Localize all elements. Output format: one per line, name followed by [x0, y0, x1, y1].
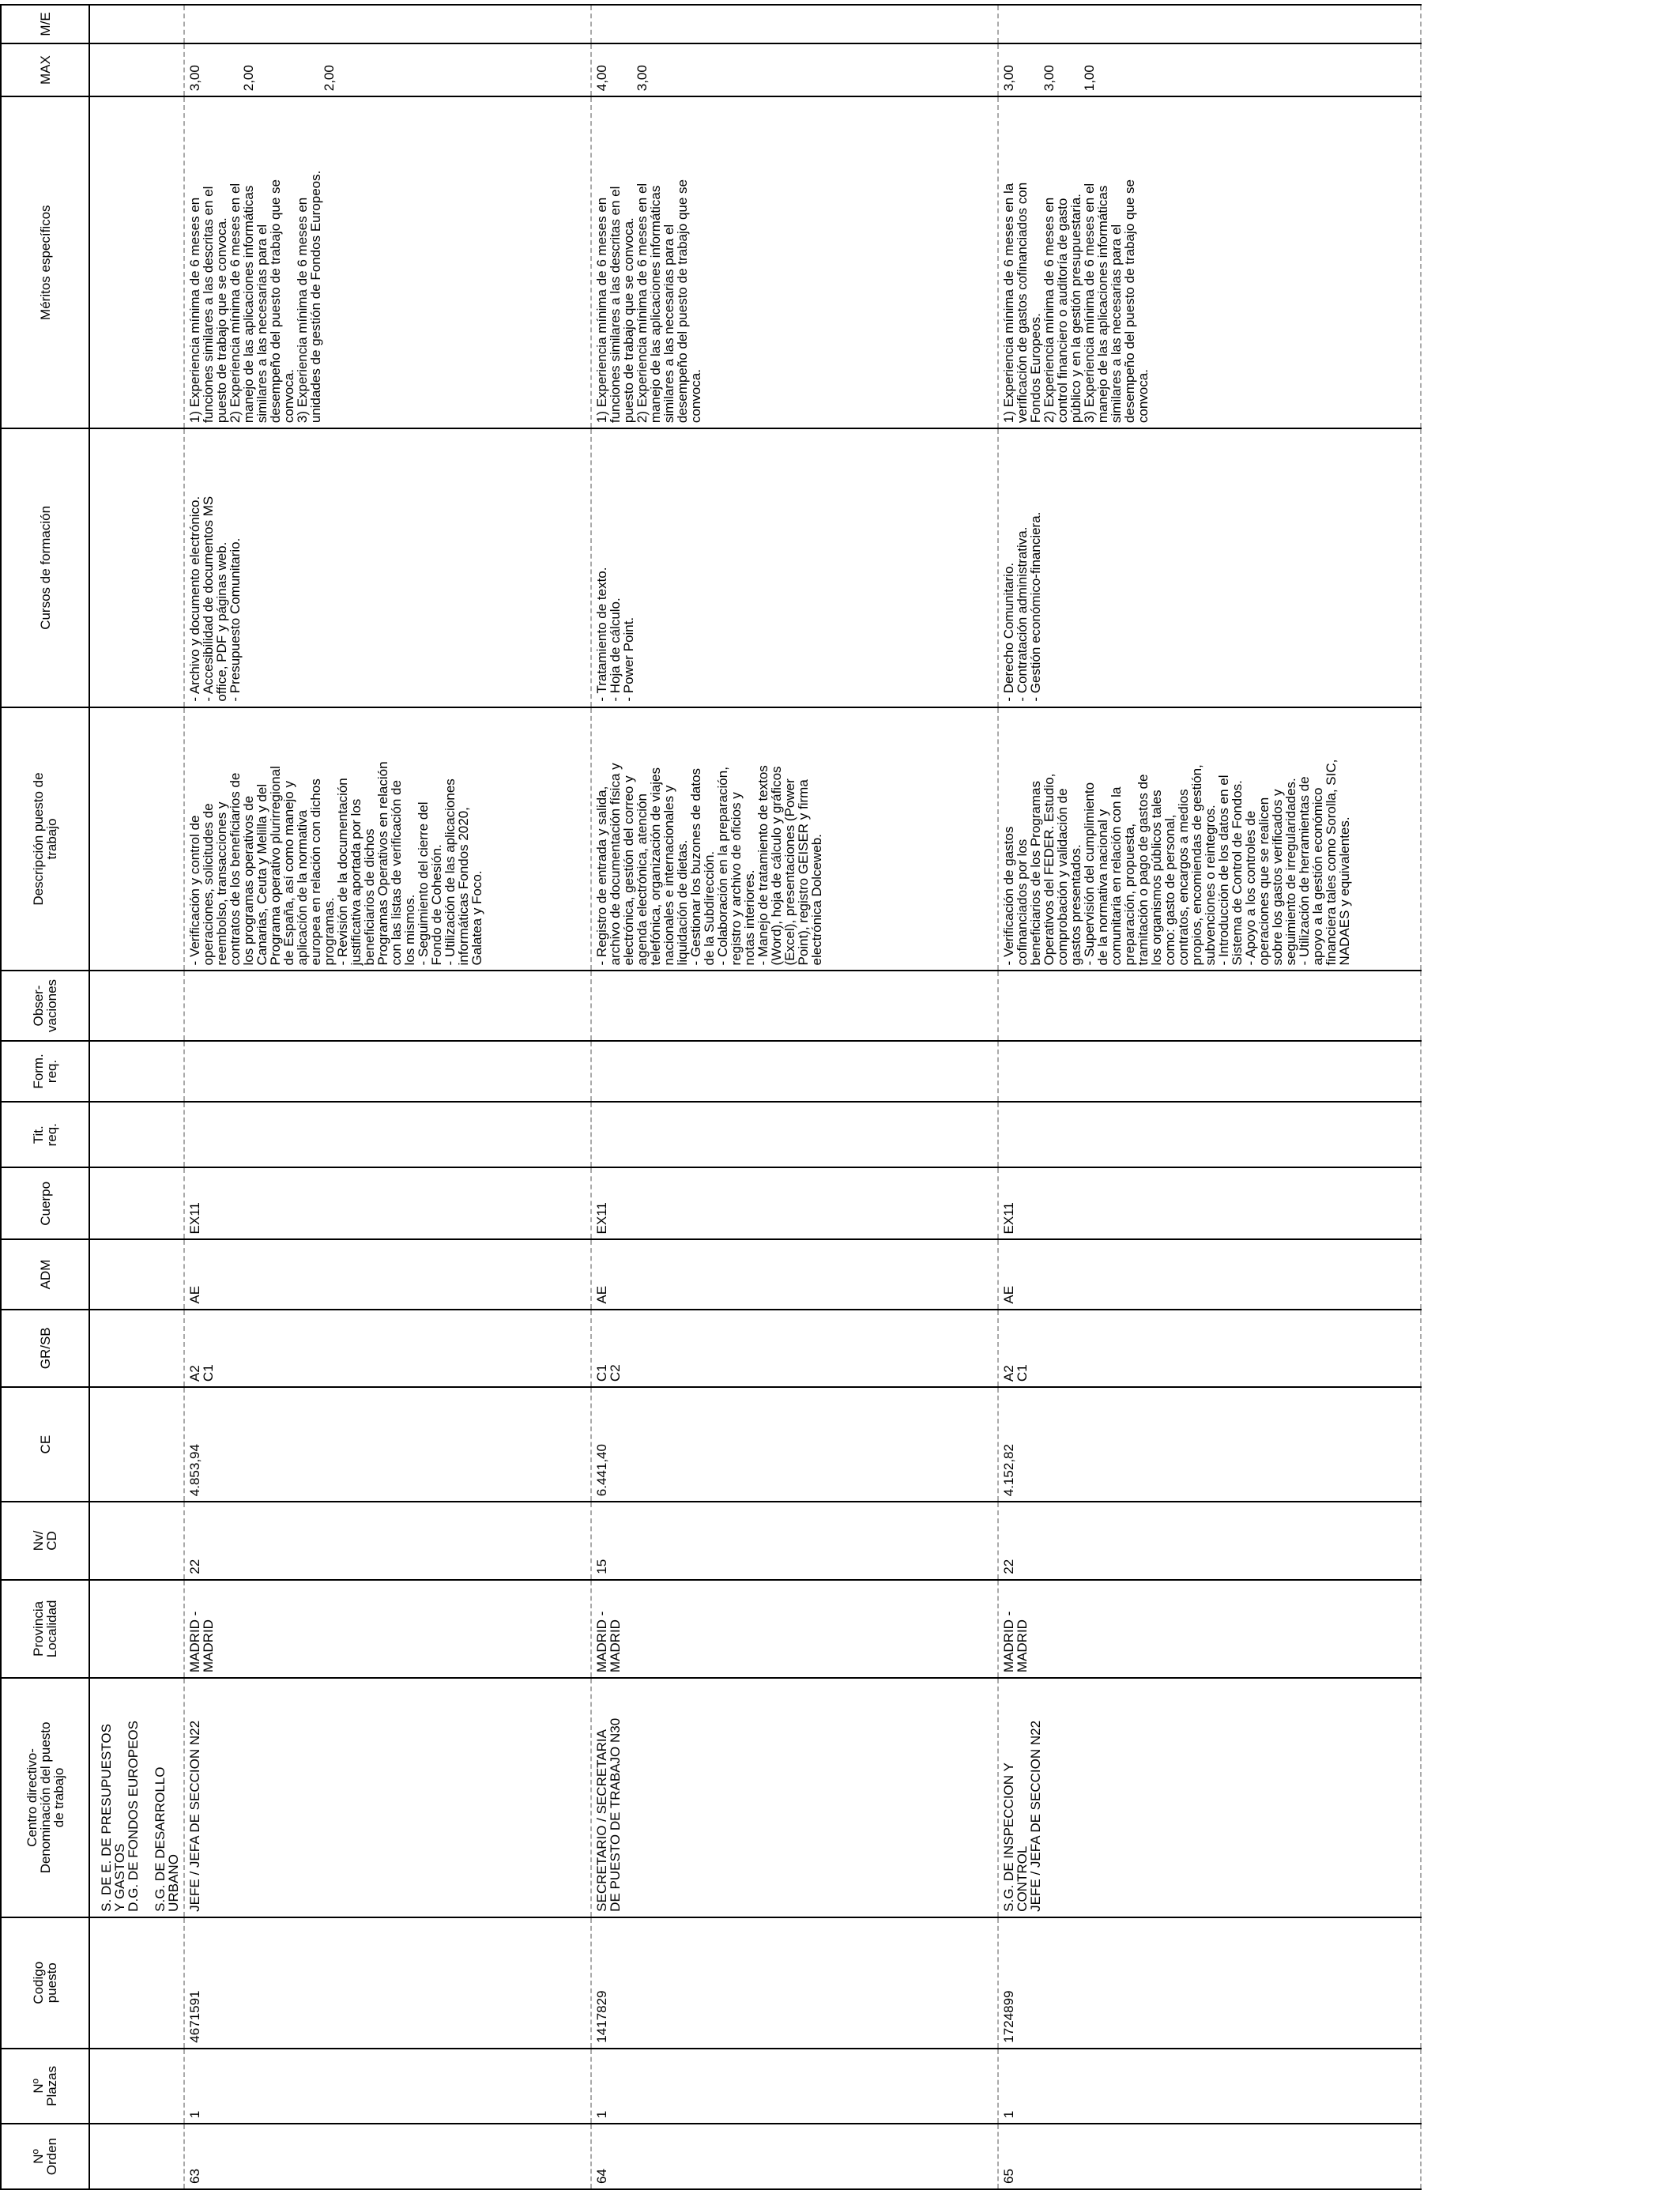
cell-codigo: 4671591 — [184, 1917, 591, 2049]
cell-me — [998, 5, 1421, 43]
cell-formacion — [591, 1041, 998, 1103]
cell-orden: 65 — [998, 2124, 1421, 2189]
cell-titulacion — [591, 1102, 998, 1167]
cell-observaciones — [184, 971, 591, 1040]
cell-cursos: - Derecho Comunitario. - Contratación administrativa. - Gestión económico-financiera. — [998, 428, 1421, 707]
col-header-cuerpo: Cuerpo — [1, 1167, 89, 1239]
cell-max: 4,00 3,00 — [591, 43, 998, 96]
cell-provincia: MADRID - MADRID — [184, 1580, 591, 1678]
cell-provincia: MADRID - MADRID — [998, 1580, 1421, 1678]
cell-titulacion — [998, 1102, 1421, 1167]
cell-titulacion — [184, 1102, 591, 1167]
cell-descripcion: - Registro de entrada y salida, archivo de documentación física y electrónica, gestión del correo y agenda electrónica, atención telefónica, organización de viajes nacionales e internacionales y liquidación de dietas. - Gestionar los buzones de datos de la Subdirección. - Colaboración en la preparación, registro y archivo de oficios y notas interiores. - Manejo de tratamiento de textos (Word), hoja de cálculo y gráficos (Excel), presentaciones (Power Point), registro GEISER y firma electrónica Dolceweb. — [591, 707, 998, 971]
col-header-descripcion: Descripción puesto de trabajo — [1, 707, 89, 971]
cell-meritos: 1) Experiencia mínima de 6 meses en funciones similares a las descritas en el puesto de trabajo que se convoca. 2) Experiencia mínima de 6 meses en el manejo de las aplicaciones informáticas similares a las necesarias para el desempeño del puesto de trabajo que se convoca. — [591, 96, 998, 428]
col-header-grupo: GR/SB — [1, 1310, 89, 1387]
cell-cuerpo: EX11 — [184, 1167, 591, 1239]
cell-observaciones — [591, 971, 998, 1040]
col-header-provincia: Provincia Localidad — [1, 1580, 89, 1678]
col-header-cursos: Cursos de formación — [1, 428, 89, 707]
table-row — [591, 5, 998, 2189]
cell-meritos: 1) Experiencia mínima de 6 meses en funciones similares a las descritas en el puesto de trabajo que se convoca. 2) Experiencia mínima de 6 meses en el manejo de las aplicaciones informáticas similares a las necesarias para el desempeño del puesto de trabajo que se convoca. 3) Experiencia mínima de 6 meses en unidades de gestión de Fondos Europeos. — [184, 96, 591, 428]
cell-me — [591, 5, 998, 43]
cell-observaciones — [998, 971, 1421, 1040]
cell-formacion — [184, 1041, 591, 1103]
col-header-orden: Nº Orden — [1, 2124, 89, 2189]
col-header-ce: CE — [1, 1387, 89, 1502]
col-header-adm: ADM — [1, 1239, 89, 1309]
cell-adm: AE — [591, 1239, 998, 1309]
cell-plazas: 1 — [184, 2049, 591, 2124]
cell-nivel: 15 — [591, 1502, 998, 1579]
cell-cursos: - Archivo y documento electrónico. - Accesibilidad de documentos MS office, PDF y páginas web. - Presupuesto Comunitario. — [184, 428, 591, 707]
cell-provincia: MADRID - MADRID — [591, 1580, 998, 1678]
cell-max: 3,00 3,00 1,00 — [998, 43, 1421, 96]
cell-adm: AE — [184, 1239, 591, 1309]
positions-table — [0, 4, 1422, 2190]
col-header-plazas: Nº Plazas — [1, 2049, 89, 2124]
cell-descripcion: - Verificación y control de operaciones, solicitudes de reembolso, transacciones y contratos de los beneficiarios de los programas operativos de Canarias, Ceuta y Melilla y del Programa operativo plurirregional de España, así como manejo y aplicación de la normativa europea en relación con dichos programas. - Revisión de la documentación justificativa aportada por los beneficiarios de dichos Programas Operativos en relación con las listas de verificación de los mismos. - Seguimiento del cierre del Fondo de Cohesión. - Utilización de las aplicaciones informáticas Fondos 2020, Galatea y Foco. — [184, 707, 591, 971]
cell-formacion — [998, 1041, 1421, 1103]
cell-orden: 64 — [591, 2124, 998, 2189]
col-header-nivel: Nv/ CD — [1, 1502, 89, 1579]
cell-centro: SECRETARIO / SECRETARIA DE PUESTO DE TRABAJO N30 — [591, 1678, 998, 1917]
col-header-titulacion: Tit. req. — [1, 1102, 89, 1167]
cell-me — [184, 5, 591, 43]
cell-centro: JEFE / JEFA DE SECCION N22 — [184, 1678, 591, 1917]
cell-nivel: 22 — [184, 1502, 591, 1579]
col-header-max: MAX — [1, 43, 89, 96]
cell-nivel: 22 — [998, 1502, 1421, 1579]
cell-codigo: 1724899 — [998, 1917, 1421, 2049]
group-row — [89, 5, 184, 2189]
col-header-observaciones: Obser- vaciones — [1, 971, 89, 1040]
cell-max: 3,00 2,00 2,00 — [184, 43, 591, 96]
cell-cursos: - Tratamiento de texto. - Hoja de cálculo. - Power Point. — [591, 428, 998, 707]
cell-grupo: A2 C1 — [184, 1310, 591, 1387]
cell-codigo: 1417829 — [591, 1917, 998, 2049]
header-row — [1, 5, 89, 2189]
table-row — [184, 5, 591, 2189]
cell-grupo: C1 C2 — [591, 1310, 998, 1387]
col-header-codigo: Codigo puesto — [1, 1917, 89, 2049]
group-centro: S. DE E. DE PRESUPUESTOS Y GASTOS D.G. DE FONDOS EUROPEOS S.G. DE DESARROLLO URBANO — [89, 1678, 184, 1917]
cell-cuerpo: EX11 — [591, 1167, 998, 1239]
cell-plazas: 1 — [591, 2049, 998, 2124]
col-header-meritos: Méritos específicos — [1, 96, 89, 428]
cell-ce: 6.441,40 — [591, 1387, 998, 1502]
col-header-formacion: Form. req. — [1, 1041, 89, 1103]
cell-orden: 63 — [184, 2124, 591, 2189]
cell-ce: 4.152,82 — [998, 1387, 1421, 1502]
cell-adm: AE — [998, 1239, 1421, 1309]
cell-cuerpo: EX11 — [998, 1167, 1421, 1239]
cell-ce: 4.853,94 — [184, 1387, 591, 1502]
cell-descripcion: - Verificación de gastos cofinanciados por los beneficiarios de los Programas Operativos del FEDER. Estudio, comprobación y validación de gastos presentados. - Supervisión del cumplimiento de la normativa nacional y comunitaria en relación con la preparación, propuesta, tramitación o pago de gastos de los organismos públicos tales como: gasto de personal, contratos, encargos a medios propios, encomiendas de gestión, subvenciones o reintegros. - Introducción de los datos en el Sistema de Control de Fondos. - Apoyo a los controles de operaciones que se realicen sobre los gastos verificados y seguimiento de irregularidades. - Utilización de herramientas de apoyo a la gestión económico financiera tales como Sorolla, SIC, NADAES y equivalentes. — [998, 707, 1421, 971]
cell-centro: S.G. DE INSPECCION Y CONTROL JEFE / JEFA DE SECCION N22 — [998, 1678, 1421, 1917]
cell-meritos: 1) Experiencia mínima de 6 meses en la verificación de gastos cofinanciados con Fondos Europeos. 2) Experiencia mínima de 6 meses en control financiero o auditoría de gasto público y en la gestión presupuestaria. 3) Experiencia mínima de 6 meses en el manejo de las aplicaciones informáticas similares a las necesarias para el desempeño del puesto de trabajo que se convoca. — [998, 96, 1421, 428]
table-row — [998, 5, 1421, 2189]
cell-plazas: 1 — [998, 2049, 1421, 2124]
col-header-me: M/E — [1, 5, 89, 43]
col-header-centro: Centro directivo- Denominación del puesto de trabajo — [1, 1678, 89, 1917]
cell-grupo: A2 C1 — [998, 1310, 1421, 1387]
